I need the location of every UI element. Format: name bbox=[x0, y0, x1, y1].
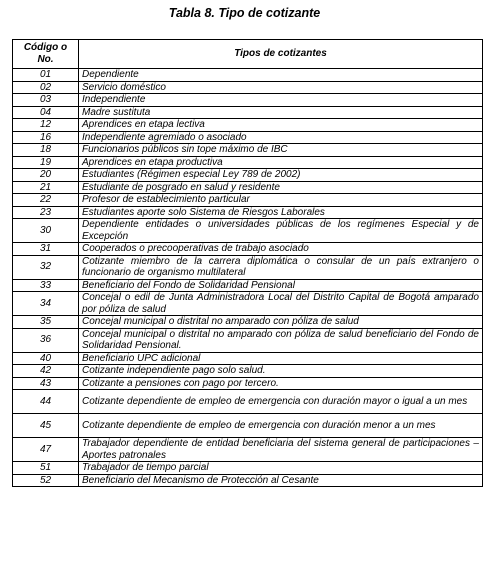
table-title: Tabla 8. Tipo de cotizante bbox=[168, 6, 321, 20]
cotizante-description: Cotizante dependiente de empleo de emergencia con duración mayor o igual a un mes bbox=[79, 390, 483, 414]
table-row bbox=[13, 94, 483, 107]
cotizante-code: 31 bbox=[13, 243, 79, 256]
cotizante-description: Beneficiario UPC adicional bbox=[79, 352, 483, 365]
cotizante-code: 19 bbox=[13, 156, 79, 169]
cotizante-description: Concejal municipal o distrital no amparado con póliza de salud beneficiario del Fondo de Solidaridad Pensional. bbox=[79, 328, 483, 352]
table-row bbox=[13, 352, 483, 365]
cotizante-code: 22 bbox=[13, 194, 79, 207]
cotizante-description: Madre sustituta bbox=[79, 106, 483, 119]
cotizante-code: 52 bbox=[13, 474, 79, 487]
cotizante-code: 23 bbox=[13, 206, 79, 219]
cotizante-description: Profesor de establecimiento particular bbox=[79, 194, 483, 207]
cotizante-code: 32 bbox=[13, 255, 79, 279]
table-row bbox=[13, 119, 483, 132]
cotizante-code: 40 bbox=[13, 352, 79, 365]
cotizante-description: Estudiantes (Régimen especial Ley 789 de 2002) bbox=[79, 169, 483, 182]
cotizante-code: 34 bbox=[13, 292, 79, 316]
table-row bbox=[13, 144, 483, 157]
table-row bbox=[13, 390, 483, 414]
cotizante-code: 01 bbox=[13, 69, 79, 82]
cotizante-code: 47 bbox=[13, 438, 79, 462]
cotizante-code: 44 bbox=[13, 390, 79, 414]
table-row bbox=[13, 219, 483, 243]
cotizante-description: Trabajador de tiempo parcial bbox=[79, 462, 483, 475]
cotizante-description: Cooperados o precooperativas de trabajo asociado bbox=[79, 243, 483, 256]
cotizante-description: Beneficiario del Mecanismo de Protección al Cesante bbox=[79, 474, 483, 487]
cotizante-description: Cotizante independiente pago solo salud. bbox=[79, 365, 483, 378]
table-row bbox=[13, 292, 483, 316]
cotizante-description: Independiente agremiado o asociado bbox=[79, 131, 483, 144]
cotizante-description: Estudiante de posgrado en salud y residente bbox=[79, 181, 483, 194]
cotizante-description: Aprendices en etapa productiva bbox=[79, 156, 483, 169]
cotizante-description: Concejal municipal o distrital no amparado con póliza de salud bbox=[79, 316, 483, 329]
cotizante-description: Beneficiario del Fondo de Solidaridad Pensional bbox=[79, 279, 483, 292]
table-row bbox=[13, 81, 483, 94]
cotizante-description: Independiente bbox=[79, 94, 483, 107]
cotizante-description: Aprendices en etapa lectiva bbox=[79, 119, 483, 132]
table-row bbox=[13, 131, 483, 144]
table-row bbox=[13, 316, 483, 329]
cotizante-code: 45 bbox=[13, 414, 79, 438]
cotizante-code: 03 bbox=[13, 94, 79, 107]
cotizante-code: 33 bbox=[13, 279, 79, 292]
cotizante-code: 30 bbox=[13, 219, 79, 243]
cotizante-code: 43 bbox=[13, 377, 79, 390]
cotizante-code: 18 bbox=[13, 144, 79, 157]
table-row bbox=[13, 243, 483, 256]
cotizante-description: Trabajador dependiente de entidad beneficiaria del sistema general de participaciones – Aportes patronales bbox=[79, 438, 483, 462]
table-row bbox=[13, 106, 483, 119]
cotizante-description: Dependiente bbox=[79, 69, 483, 82]
cotizante-description: Estudiantes aporte solo Sistema de Riesgos Laborales bbox=[79, 206, 483, 219]
cotizante-code: 04 bbox=[13, 106, 79, 119]
table-row bbox=[13, 194, 483, 207]
cotizante-code: 36 bbox=[13, 328, 79, 352]
cotizante-types-table bbox=[12, 39, 483, 487]
table-row bbox=[13, 474, 483, 487]
header-types: Tipos de cotizantes bbox=[79, 40, 483, 69]
table-row bbox=[13, 255, 483, 279]
cotizante-code: 42 bbox=[13, 365, 79, 378]
header-code: Código o No. bbox=[13, 40, 79, 69]
table-row bbox=[13, 279, 483, 292]
table-row bbox=[13, 438, 483, 462]
cotizante-description: Servicio doméstico bbox=[79, 81, 483, 94]
cotizante-code: 16 bbox=[13, 131, 79, 144]
cotizante-description: Cotizante dependiente de empleo de emergencia con duración menor a un mes bbox=[79, 414, 483, 438]
cotizante-code: 21 bbox=[13, 181, 79, 194]
table-row bbox=[13, 365, 483, 378]
table-row bbox=[13, 414, 483, 438]
cotizante-code: 20 bbox=[13, 169, 79, 182]
table-row bbox=[13, 377, 483, 390]
cotizante-code: 51 bbox=[13, 462, 79, 475]
cotizante-description: Dependiente entidades o universidades públicas de los regímenes Especial y de Excepción bbox=[79, 219, 483, 243]
cotizante-description: Concejal o edil de Junta Administradora Local del Distrito Capital de Bogotá amparado por póliza de salud bbox=[79, 292, 483, 316]
cotizante-code: 02 bbox=[13, 81, 79, 94]
cotizante-description: Cotizante a pensiones con pago por tercero. bbox=[79, 377, 483, 390]
table-row bbox=[13, 156, 483, 169]
table-row bbox=[13, 462, 483, 475]
table-header-row bbox=[13, 40, 483, 69]
table-row bbox=[13, 206, 483, 219]
cotizante-code: 12 bbox=[13, 119, 79, 132]
cotizante-description: Cotizante miembro de la carrera diplomática o consular de un país extranjero o funcionario de organismo multilateral bbox=[79, 255, 483, 279]
cotizante-code: 35 bbox=[13, 316, 79, 329]
table-row bbox=[13, 181, 483, 194]
table-row bbox=[13, 328, 483, 352]
table-row bbox=[13, 169, 483, 182]
table-row bbox=[13, 69, 483, 82]
table-body bbox=[13, 69, 483, 487]
cotizante-description: Funcionarios públicos sin tope máximo de IBC bbox=[79, 144, 483, 157]
